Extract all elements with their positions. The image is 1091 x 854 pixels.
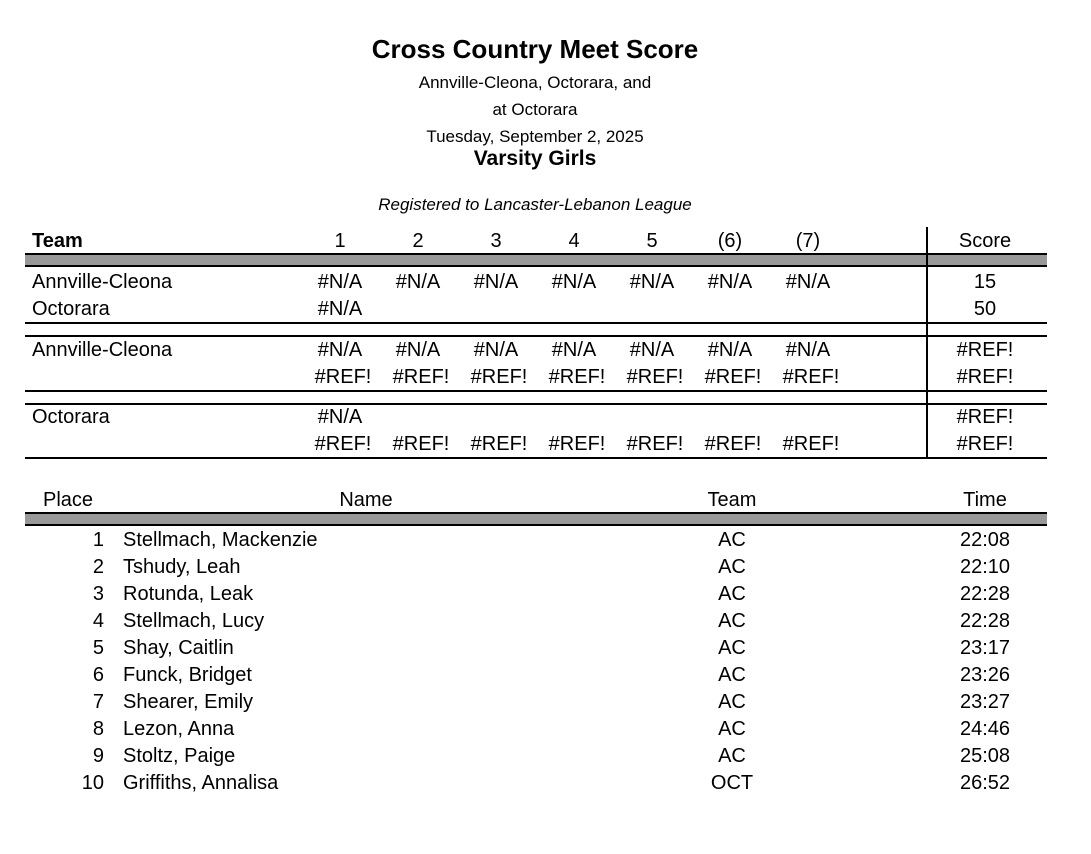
place-header: Place — [43, 489, 94, 511]
result-team: AC — [718, 691, 746, 713]
detail-team-name: Octorara — [32, 406, 110, 428]
detail-place-cell: #N/A — [551, 339, 597, 361]
result-place: 8 — [92, 718, 104, 740]
result-place: 4 — [92, 610, 104, 632]
result-name: Stoltz, Paige — [123, 745, 236, 767]
divider — [25, 457, 1047, 459]
detail-ref-cell: #REF! — [704, 366, 762, 388]
detail-place-cell: #N/A — [629, 339, 675, 361]
result-name: Stellmach, Lucy — [123, 610, 265, 632]
result-place: 2 — [92, 556, 104, 578]
place-column-header: 3 — [490, 230, 502, 252]
detail-ref-cell: #REF! — [626, 366, 684, 388]
detail-team-name: Annville-Cleona — [32, 339, 173, 361]
summary-place-cell: #N/A — [629, 271, 675, 293]
detail-ref-cell: #REF! — [392, 433, 450, 455]
result-name: Rotunda, Leak — [123, 583, 254, 605]
summary-team-name: Annville-Cleona — [32, 271, 173, 293]
summary-place-cell: #N/A — [473, 271, 519, 293]
place-column-header: 1 — [334, 230, 346, 252]
divider — [25, 390, 1047, 392]
result-place: 7 — [92, 691, 104, 713]
result-time: 23:17 — [959, 637, 1011, 659]
meet-date: Tuesday, September 2, 2025 — [426, 127, 644, 146]
result-time: 22:08 — [959, 529, 1011, 551]
summary-score: 15 — [973, 271, 997, 293]
detail-place-cell: #N/A — [317, 406, 363, 428]
result-time: 23:26 — [959, 664, 1011, 686]
result-place: 5 — [92, 637, 104, 659]
result-time: 26:52 — [959, 772, 1011, 794]
result-place: 6 — [92, 664, 104, 686]
detail-place-cell: #N/A — [473, 339, 519, 361]
result-name: Shay, Caitlin — [123, 637, 234, 659]
place-column-header: (6) — [717, 230, 743, 252]
result-name: Tshudy, Leah — [123, 556, 241, 578]
result-team: AC — [718, 529, 746, 551]
detail-score: #REF! — [956, 433, 1014, 455]
place-column-header: 2 — [412, 230, 424, 252]
result-team: OCT — [710, 772, 754, 794]
divider — [25, 322, 1047, 324]
detail-score: #REF! — [956, 366, 1014, 388]
result-name: Funck, Bridget — [123, 664, 252, 686]
result-place: 10 — [81, 772, 104, 794]
result-team: AC — [718, 745, 746, 767]
division-title: Varsity Girls — [473, 147, 597, 170]
time-header: Time — [963, 489, 1007, 511]
detail-ref-cell: #REF! — [470, 366, 528, 388]
detail-place-cell: #N/A — [317, 339, 363, 361]
place-column-header: 5 — [646, 230, 658, 252]
detail-ref-cell: #REF! — [782, 366, 840, 388]
result-team: AC — [718, 556, 746, 578]
header-band — [25, 253, 1047, 267]
score-column-header: Score — [958, 230, 1012, 252]
results-header-band — [25, 512, 1047, 526]
meet-location: at Octorara — [492, 100, 578, 119]
detail-ref-cell: #REF! — [314, 366, 372, 388]
detail-ref-cell: #REF! — [548, 433, 606, 455]
summary-place-cell: #N/A — [785, 271, 831, 293]
result-team: AC — [718, 664, 746, 686]
detail-score: #REF! — [956, 339, 1014, 361]
result-place: 1 — [92, 529, 104, 551]
page-title: Cross Country Meet Score — [371, 34, 699, 64]
place-column-header: 4 — [568, 230, 580, 252]
summary-team-name: Octorara — [32, 298, 110, 320]
summary-place-cell: #N/A — [317, 298, 363, 320]
detail-ref-cell: #REF! — [548, 366, 606, 388]
result-place: 3 — [92, 583, 104, 605]
detail-ref-cell: #REF! — [314, 433, 372, 455]
result-team: AC — [718, 718, 746, 740]
detail-place-cell: #N/A — [785, 339, 831, 361]
result-time: 25:08 — [959, 745, 1011, 767]
detail-ref-cell: #REF! — [782, 433, 840, 455]
result-team: AC — [718, 583, 746, 605]
detail-ref-cell: #REF! — [392, 366, 450, 388]
detail-score: #REF! — [956, 406, 1014, 428]
result-time: 24:46 — [959, 718, 1011, 740]
result-name: Lezon, Anna — [123, 718, 235, 740]
result-name: Shearer, Emily — [123, 691, 254, 713]
result-time: 22:10 — [959, 556, 1011, 578]
score-divider — [926, 227, 928, 459]
meet-teams-line: Annville-Cleona, Octorara, and — [418, 73, 652, 92]
result-name: Griffiths, Annalisa — [123, 772, 279, 794]
result-time: 23:27 — [959, 691, 1011, 713]
summary-place-cell: #N/A — [395, 271, 441, 293]
result-time: 22:28 — [959, 583, 1011, 605]
detail-ref-cell: #REF! — [626, 433, 684, 455]
divider — [25, 335, 1047, 337]
team-column-header: Team — [32, 230, 83, 252]
detail-ref-cell: #REF! — [704, 433, 762, 455]
summary-place-cell: #N/A — [551, 271, 597, 293]
detail-ref-cell: #REF! — [470, 433, 528, 455]
result-team: AC — [718, 610, 746, 632]
place-column-header: (7) — [795, 230, 821, 252]
result-team: AC — [718, 637, 746, 659]
team-header: Team — [707, 489, 757, 511]
result-place: 9 — [92, 745, 104, 767]
name-header: Name — [339, 489, 393, 511]
summary-place-cell: #N/A — [707, 271, 753, 293]
detail-place-cell: #N/A — [707, 339, 753, 361]
result-name: Stellmach, Mackenzie — [123, 529, 318, 551]
registration-note: Registered to Lancaster-Lebanon League — [378, 195, 692, 214]
result-time: 22:28 — [959, 610, 1011, 632]
detail-place-cell: #N/A — [395, 339, 441, 361]
summary-place-cell: #N/A — [317, 271, 363, 293]
summary-score: 50 — [973, 298, 997, 320]
divider — [25, 403, 1047, 405]
